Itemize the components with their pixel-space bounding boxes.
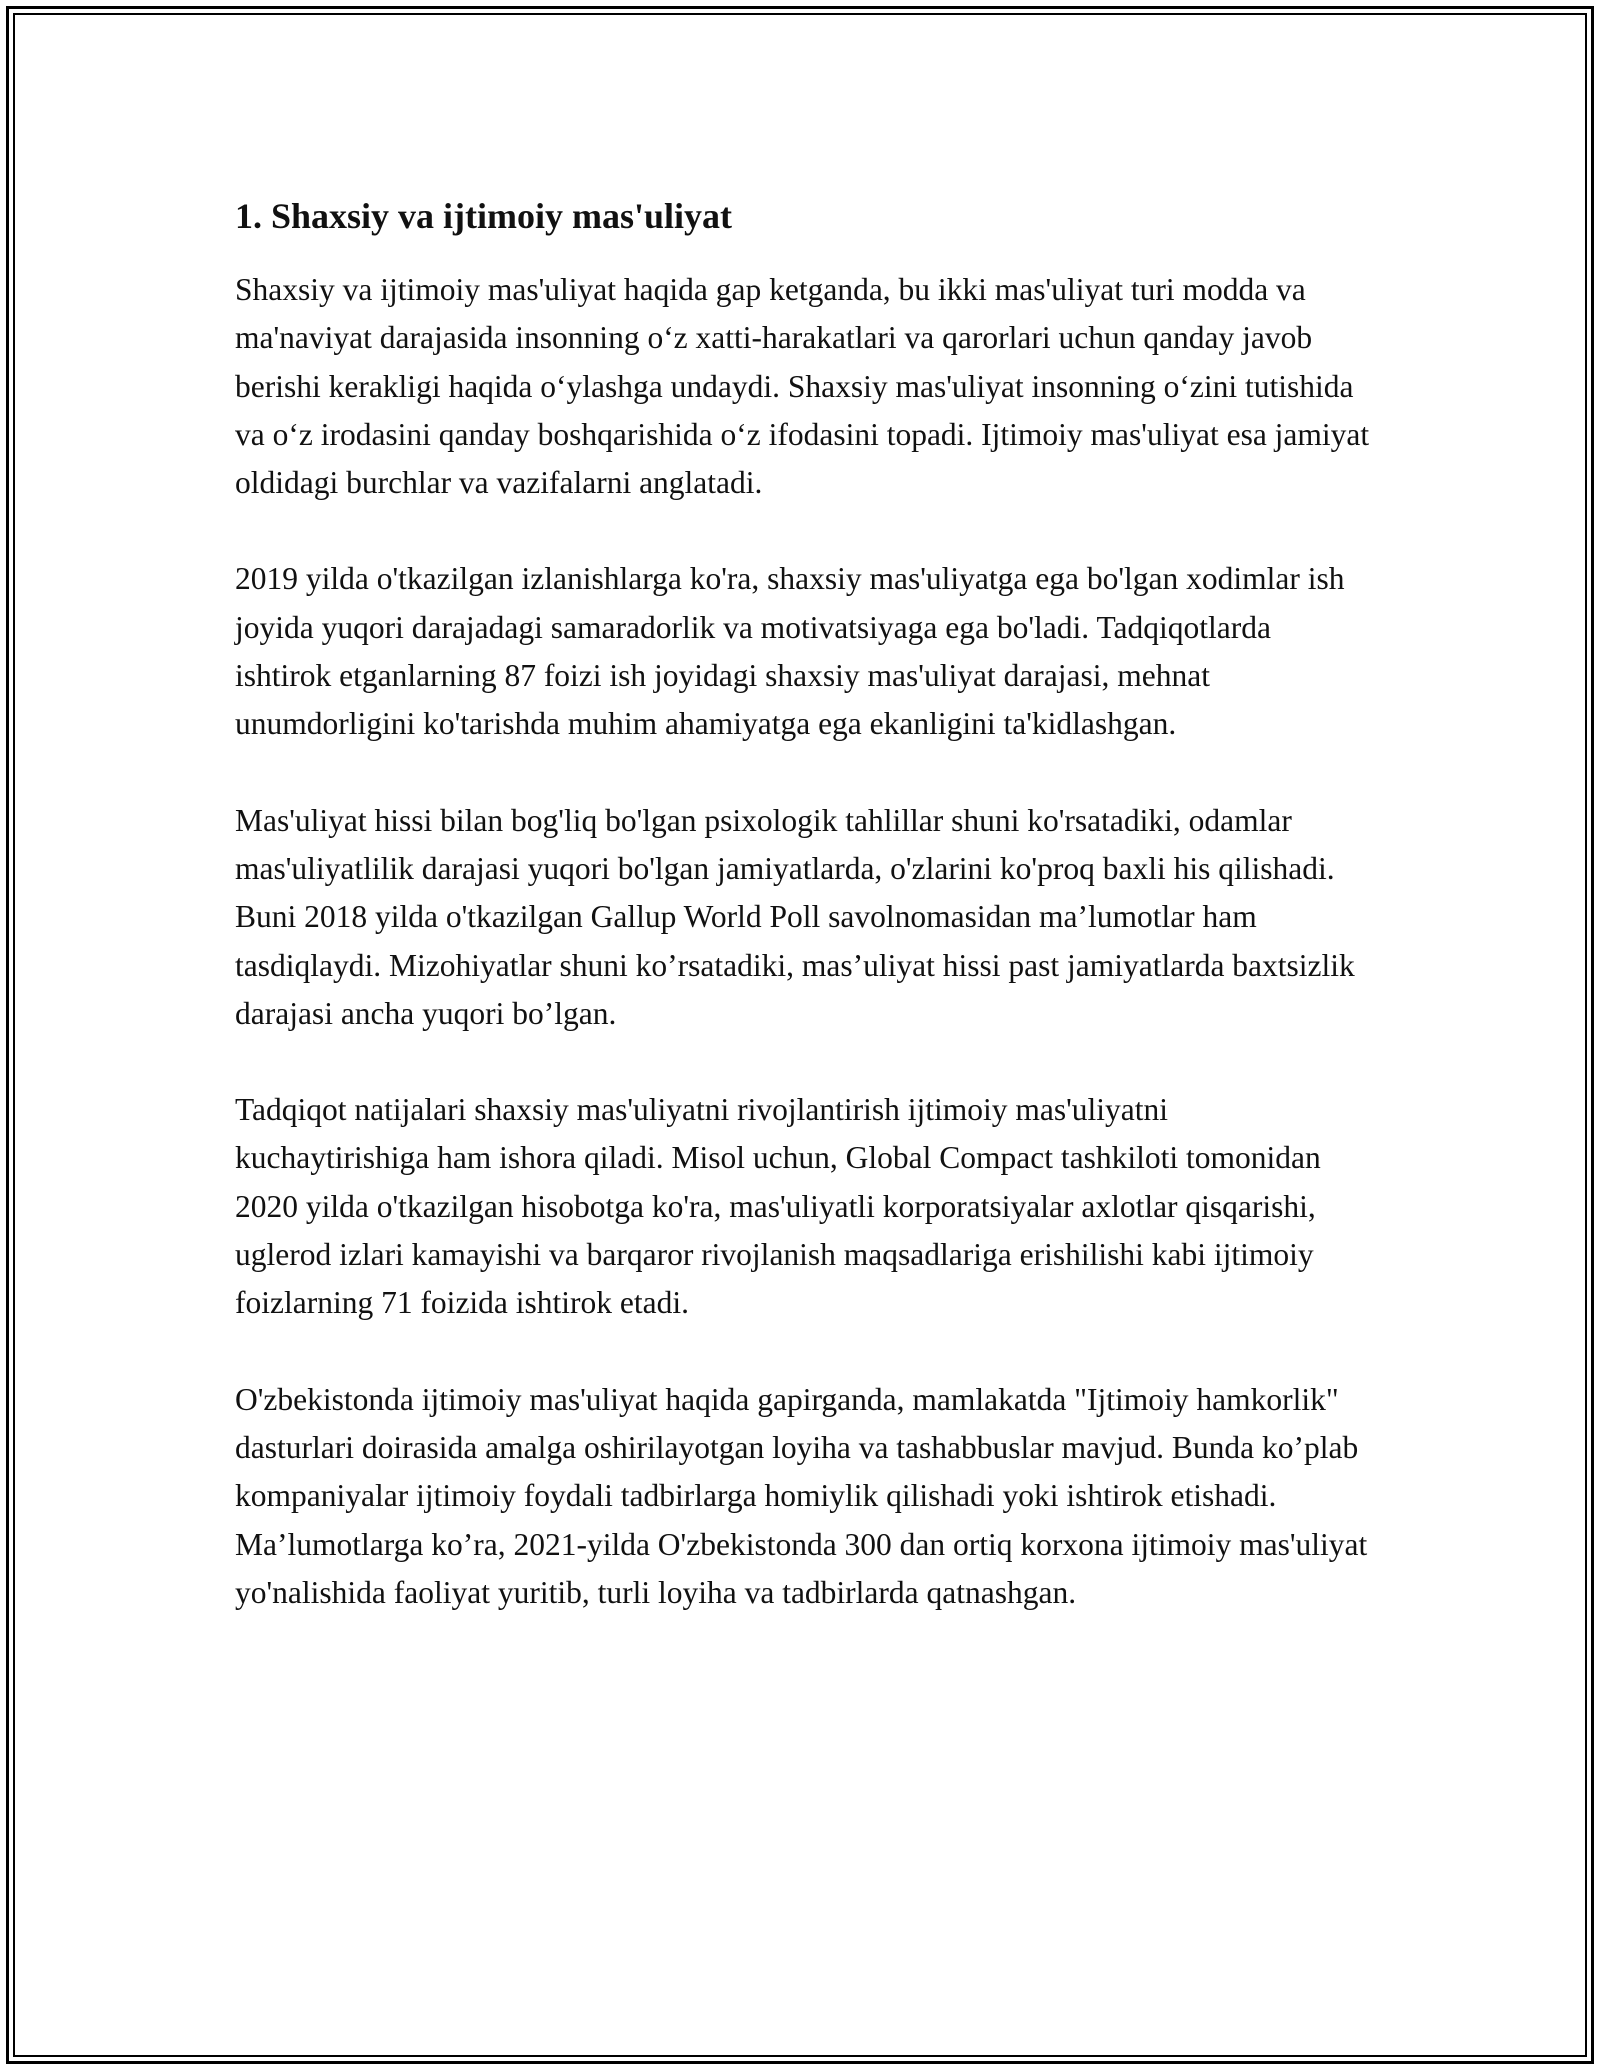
paragraph-3: Mas'uliyat hissi bilan bog'liq bo'lgan psixologik tahlillar shuni ko'rsatadiki, odamlar mas'uliyatlilik darajasi yuqori bo'lgan jamiyatlarda, o'zlarini ko'proq baxli his qilishadi. Buni 2018 yilda o'tkazilgan Gallup World Poll savolnomasidan ma’lumotlar ham tasdiqlaydi. Mizohiyatlar shuni ko’rsatadiki, mas’uliyat hissi past jamiyatlarda baxtsizlik darajasi ancha yuqori bo’lgan. <box>235 802 1355 1031</box>
document-body <box>235 188 1370 1665</box>
paragraph-4: Tadqiqot natijalari shaxsiy mas'uliyatni rivojlantirish ijtimoiy mas'uliyatni kuchaytirishiga ham ishora qiladi. Misol uchun, Global Compact tashkiloti tomonidan 2020 yilda o'tkazilgan hisobotga ko'ra, mas'uliyatli korporatsiyalar axlotlar qisqarishi, uglerod izlari kamayishi va barqaror rivojlanish maqsadlariga erishilishi kabi ijtimoiy foizlarning 71 foizida ishtirok etadi. <box>235 1092 1321 1321</box>
section-heading: 1. Shaxsiy va ijtimoiy mas'uliyat <box>235 196 733 236</box>
paragraph-2: 2019 yilda o'tkazilgan izlanishlarga ko'ra, shaxsiy mas'uliyatga ega bo'lgan xodimlar ish joyida yuqori darajadagi samaradorlik va motivatsiyaga ega bo'ladi. Tadqiqotlarda ishtirok etganlarning 87 foizi ish joyidagi shaxsiy mas'uliyat darajasi, mehnat unumdorligini ko'tarishda muhim ahamiyatga ega ekanligini ta'kidlashgan. <box>235 561 1345 742</box>
paragraph-1: Shaxsiy va ijtimoiy mas'uliyat haqida gap ketganda, bu ikki mas'uliyat turi modda va ma'naviyat darajasida insonning o‘z xatti-harakatlari va qarorlari uchun qanday javob berishi kerakligi haqida o‘ylashga undaydi. Shaxsiy mas'uliyat insonning o‘zini tutishida va o‘z irodasini qanday boshqarishida o‘z ifodasini topadi. Ijtimoiy mas'uliyat esa jamiyat oldidagi burchlar va vazifalarni anglatadi. <box>235 272 1370 501</box>
paragraph-5: O'zbekistonda ijtimoiy mas'uliyat haqida gapirganda, mamlakatda "Ijtimoiy hamkorlik" dasturlari doirasida amalga oshirilayotgan loyiha va tashabbuslar mavjud. Bunda ko’plab kompaniyalar ijtimoiy foydali tadbirlarga homiylik qilishadi yoki ishtirok etishadi. Ma’lumotlarga ko’ra, 2021-yilda O'zbekistonda 300 dan ortiq korxona ijtimoiy mas'uliyat yo'nalishida faoliyat yuritib, turli loyiha va tadbirlarda qatnashgan. <box>235 1381 1368 1610</box>
